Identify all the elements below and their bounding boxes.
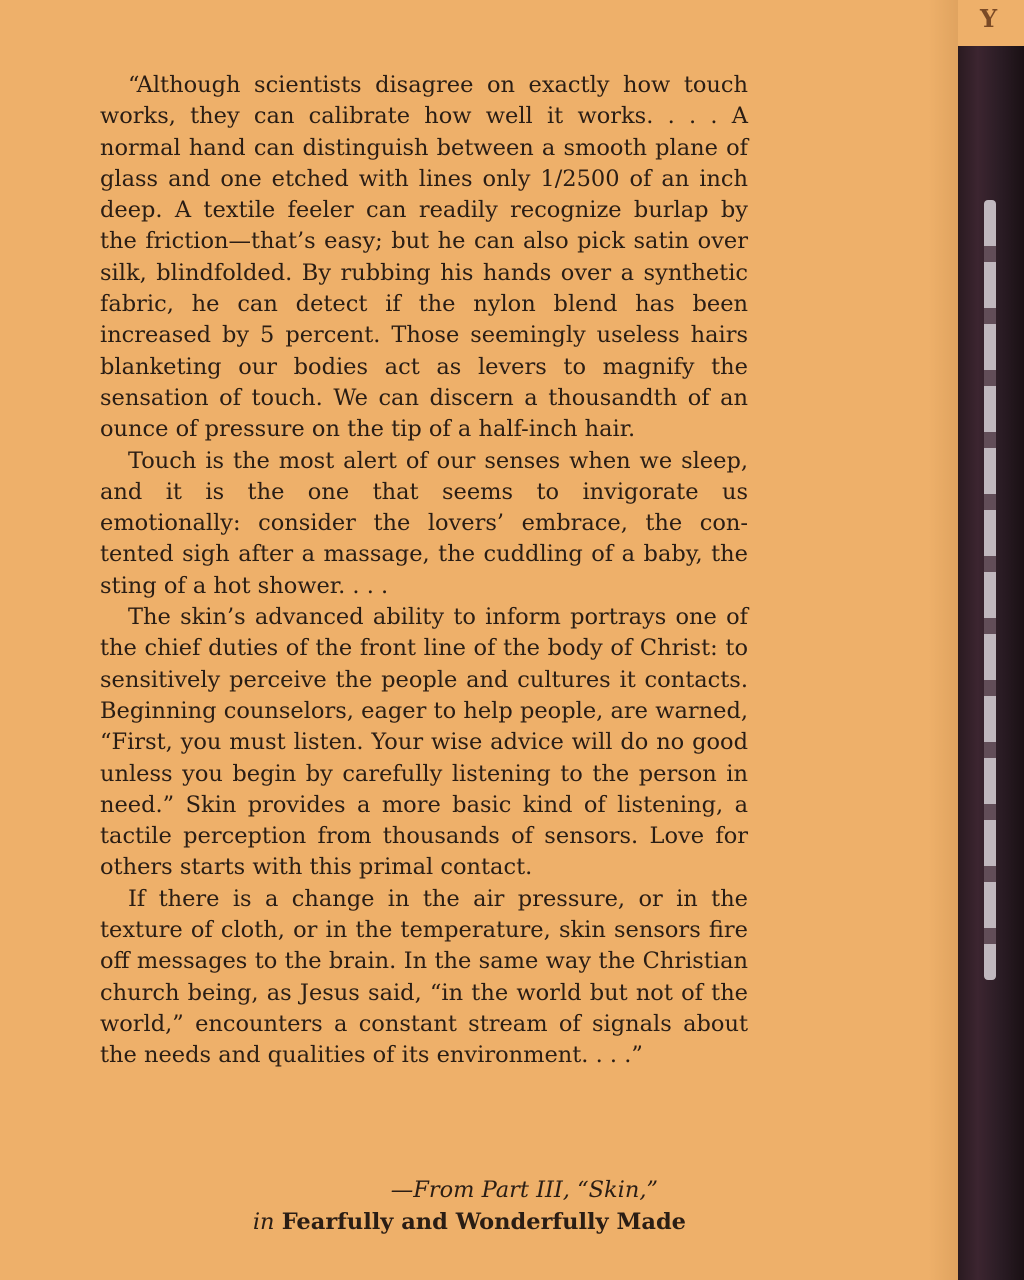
spine-letter: Y: [980, 4, 998, 33]
excerpt-text: [100, 70, 748, 1072]
book-title: Fearfully and Wonderfully Made: [281, 1209, 686, 1235]
page-edge-shadow: [928, 0, 958, 1280]
spine-lettering-stripe: [984, 200, 996, 980]
adjacent-book-spine: [958, 0, 1024, 1280]
attribution-book: [253, 1206, 686, 1238]
excerpt-paragraph: “Although scientists disagree on exactly how touch works, they can calibrate how well it works. . . . A normal hand can distinguish between a smooth plane of glass and one etched with lines only 1/2500 of an inch deep. A textile feeler can readily recognize burlap by the friction—that’s easy; but he can also pick satin over silk, blindfolded. By rubbing his hands over a synthetic fabric, he can detect if the nylon blend has been increased by 5 percent. Those seemingly useless hairs blanketing our bodies act as levers to magnify the sensation of touch. We can discern a thousandth of an ounce of pressure on the tip of a half-inch hair.: [100, 72, 748, 443]
spine-top-band: [958, 0, 1024, 46]
attribution-in-word: in: [252, 1209, 275, 1235]
excerpt-paragraph: The skin’s advanced ability to inform portrays one of the chief duties of the front line of the body of Christ: to sensitively perceive the people and cultures it contacts. Beginning counselors, eager to help people, are warned, “First, you must listen. Your wise advice will do no good unless you begin by carefully listening to the person in need.” Skin provides a more basic kind of listening, a tactile perception from thousands of sensors. Love for others starts with this primal contact.: [100, 604, 748, 881]
excerpt-paragraph: If there is a change in the air pressure, or in the texture of cloth, or in the temperature, skin sensors fire off messages to the brain. In the same way the Christian church being, as Jesus said, “in the world but not of the world,” encounters a constant stream of signals about the needs and qualities of its environment. . . .”: [100, 885, 748, 1069]
excerpt-paragraph: Touch is the most alert of our senses when we sleep, and it is the one that seems to invigorate us emotionally: consider the lovers’ embrace, the contented sigh after a massage, the cuddling of a baby, the sting of a hot shower. . . .: [100, 447, 748, 599]
attribution-source: —From Part III, “Skin,”: [390, 1177, 658, 1203]
attribution: [253, 1174, 686, 1238]
